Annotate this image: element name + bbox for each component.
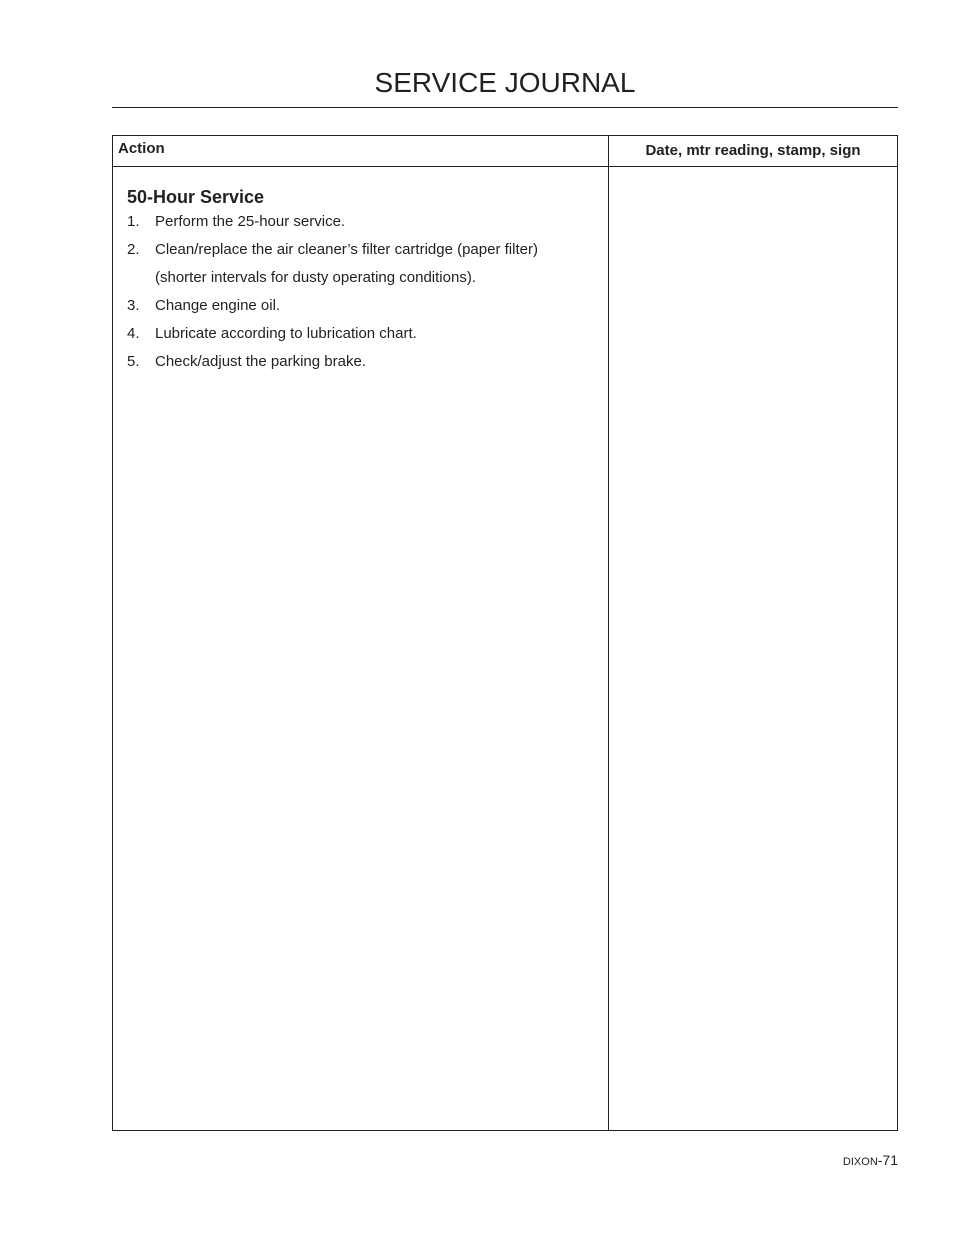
section-heading: 50-Hour Service <box>127 187 265 207</box>
step-text: Check/adjust the parking brake. <box>155 353 366 370</box>
list-item <box>127 292 597 320</box>
footer-brand: DIXON <box>842 1156 878 1168</box>
step-number: 1. <box>127 213 140 230</box>
date-column-header: Date, mtr reading, stamp, sign <box>645 142 861 159</box>
list-item <box>127 320 597 348</box>
action-cell <box>127 186 597 376</box>
step-number: 3. <box>127 297 140 314</box>
step-text: Perform the 25-hour service. <box>155 213 346 230</box>
page-number: -71 <box>877 1152 898 1168</box>
service-steps-list <box>127 208 597 376</box>
service-journal-table <box>112 135 898 1131</box>
step-number: 2. <box>127 241 140 258</box>
list-item <box>127 348 597 376</box>
title-divider <box>112 107 898 108</box>
list-item <box>127 208 597 236</box>
step-text: Change engine oil. <box>155 297 281 314</box>
table-header-row <box>113 136 897 167</box>
step-number: 5. <box>127 353 140 370</box>
step-text: Clean/replace the air cleaner’s filter cartridge (paper filter) <box>155 241 538 258</box>
step-number: 4. <box>127 325 140 342</box>
list-item <box>127 236 597 292</box>
step-text: Lubricate according to lubrication chart. <box>155 325 417 342</box>
action-column-header: Action <box>118 140 165 157</box>
column-divider <box>608 136 609 1130</box>
step-text-continued: (shorter intervals for dusty operating conditions). <box>155 269 476 286</box>
page-footer <box>843 1152 898 1168</box>
page-title: SERVICE JOURNAL <box>374 67 636 98</box>
